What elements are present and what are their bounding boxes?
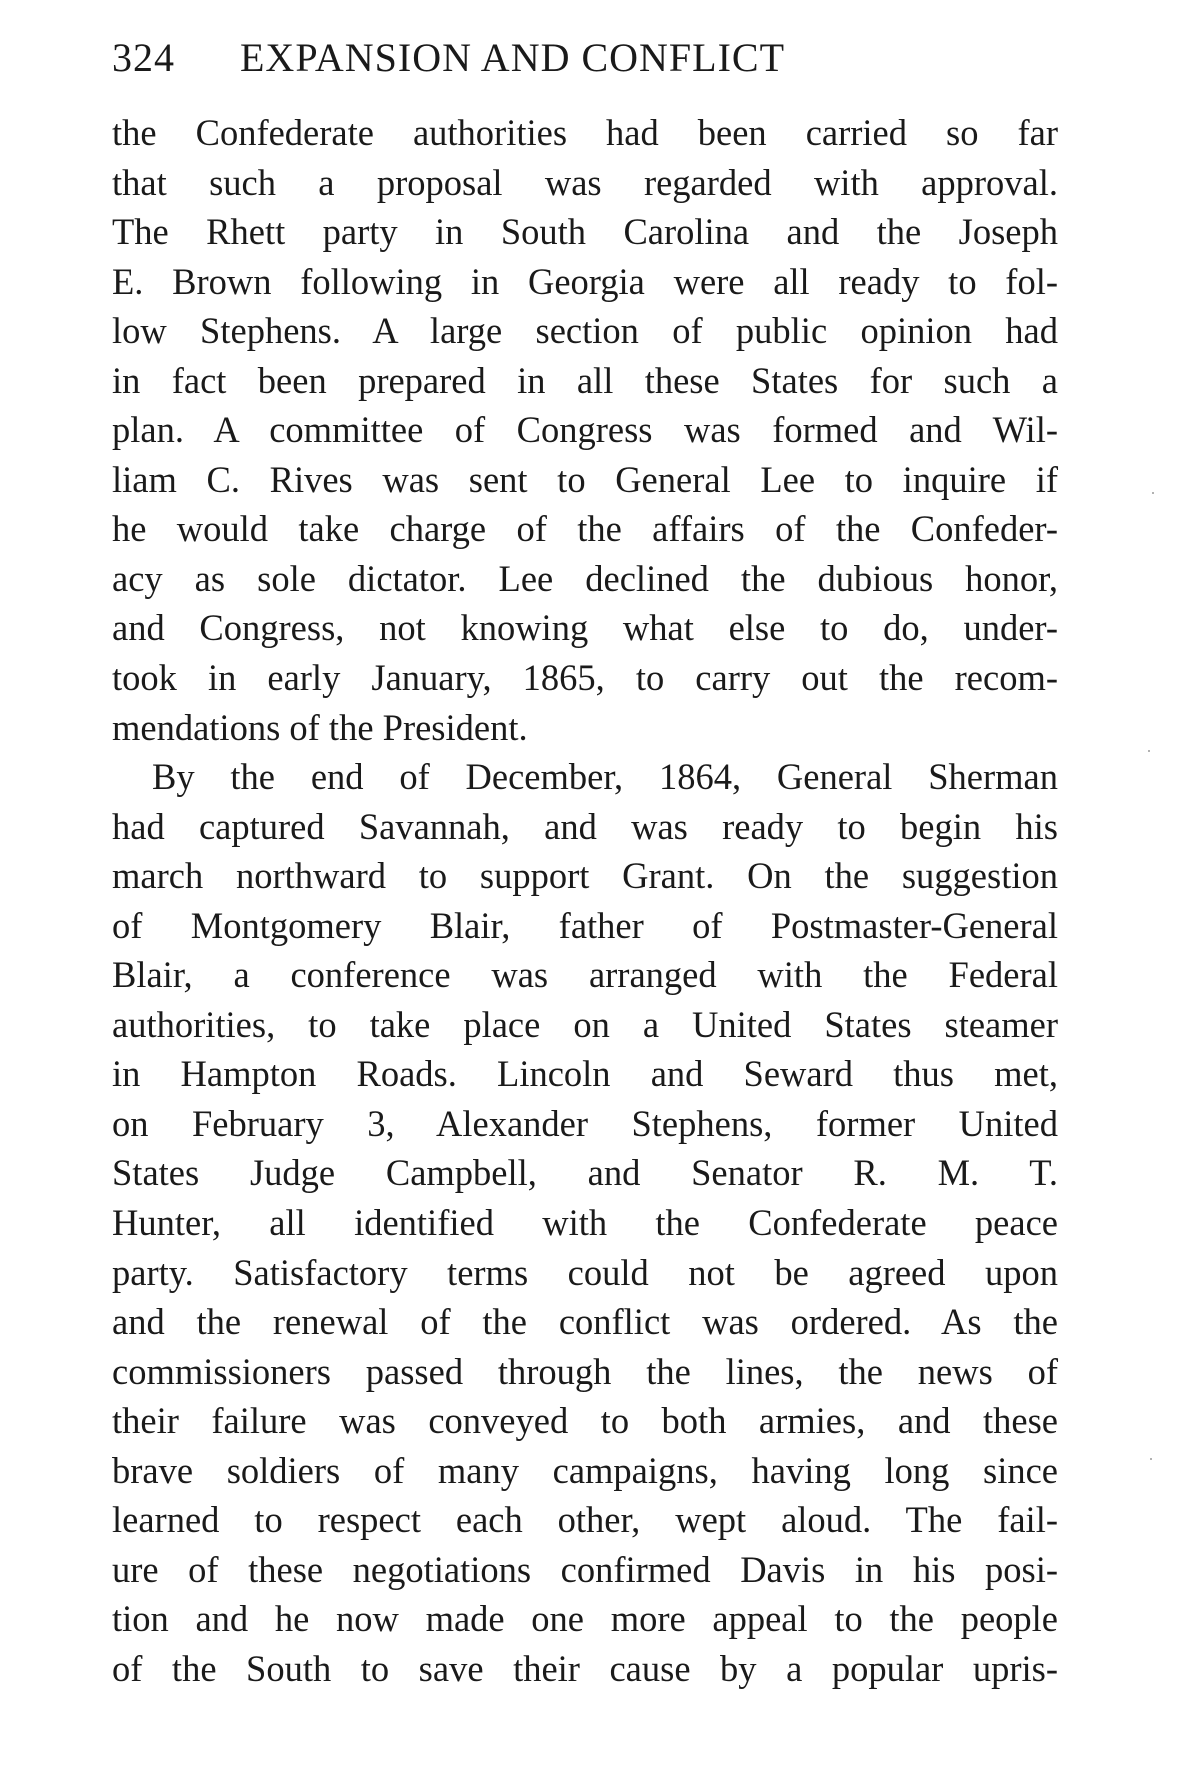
running-head — [112, 30, 1072, 86]
running-head-title: EXPANSION AND CONFLICT — [240, 35, 786, 80]
text-line: that such a proposal was regarded with approval. — [112, 161, 1058, 203]
text-line: the Confederate authorities had been carried so far — [112, 112, 1058, 153]
text-line: States Judge Campbell, and Senator R. M. T. — [112, 1152, 1058, 1194]
text-line: ure of these negotiations confirmed Davis in his posi- — [112, 1548, 1058, 1590]
text-line: of the South to save their cause by a popular upris- — [112, 1647, 1058, 1689]
text-line: took in early January, 1865, to carry out the recom- — [112, 657, 1058, 699]
text-line: The Rhett party in South Carolina and the Joseph — [112, 211, 1058, 253]
text-line: plan. A committee of Congress was formed and Wil- — [112, 409, 1058, 451]
paper-speck — [1152, 492, 1154, 494]
text-line: acy as sole dictator. Lee declined the dubious honor, — [112, 557, 1058, 599]
text-line: E. Brown following in Georgia were all ready to fol- — [112, 260, 1058, 302]
text-line: their failure was conveyed to both armies, and these — [112, 1400, 1058, 1442]
paragraph-hampton-roads — [112, 752, 1058, 1693]
text-line: and the renewal of the conflict was ordered. As the — [112, 1301, 1058, 1343]
text-line: low Stephens. A large section of public opinion had — [112, 310, 1058, 352]
text-line: and Congress, not knowing what else to do, under- — [112, 607, 1058, 649]
text-line: party. Satisfactory terms could not be agreed upon — [112, 1251, 1058, 1293]
paper-speck — [1150, 1458, 1152, 1460]
text-line: authorities, to take place on a United States steamer — [112, 1003, 1058, 1045]
text-line: in Hampton Roads. Lincoln and Seward thus met, — [112, 1053, 1058, 1095]
text-line: in fact been prepared in all these States for such a — [112, 359, 1058, 401]
paragraph-continued — [112, 108, 1058, 752]
text-line: commissioners passed through the lines, the news of — [112, 1350, 1058, 1392]
body-text — [112, 108, 1058, 1694]
text-line: learned to respect each other, wept aloud. The fail- — [112, 1499, 1058, 1541]
text-line: had captured Savannah, and was ready to begin his — [112, 805, 1058, 847]
text-line: march northward to support Grant. On the suggestion — [112, 855, 1058, 897]
text-line: brave soldiers of many campaigns, having long since — [112, 1449, 1058, 1491]
paper-speck — [1148, 750, 1150, 752]
text-line: tion and he now made one more appeal to the people — [112, 1598, 1058, 1640]
text-line: Hunter, all identified with the Confederate peace — [112, 1202, 1058, 1244]
text-line: Blair, a conference was arranged with the Federal — [112, 954, 1058, 996]
text-line: liam C. Rives was sent to General Lee to inquire if — [112, 458, 1058, 500]
text-line: of Montgomery Blair, father of Postmaster-General — [112, 904, 1058, 946]
page-number: 324 — [112, 35, 175, 80]
text-line: By the end of December, 1864, General Sherman — [152, 756, 1058, 798]
text-line: mendations of the President. — [112, 706, 528, 748]
text-line: on February 3, Alexander Stephens, former United — [112, 1102, 1058, 1144]
text-line: he would take charge of the affairs of the Confeder- — [112, 508, 1058, 550]
